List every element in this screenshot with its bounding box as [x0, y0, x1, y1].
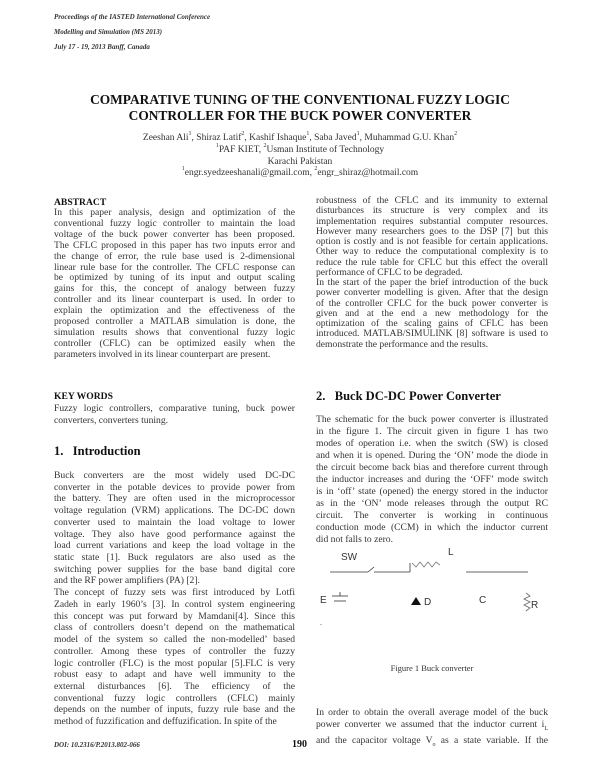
author-sup: 1 — [188, 131, 192, 137]
text-line: Other way to reduce the computational complexity is to — [316, 247, 548, 258]
text-line: converter in the potable devices to provide power from — [54, 481, 295, 493]
text-line: performance of CFLC to be degraded. — [316, 267, 463, 278]
buck-converter-figure — [316, 545, 548, 635]
text-line — [316, 719, 548, 735]
label-sw: SW — [341, 552, 358, 563]
text-line: modes of operation i.e. when the switch (SW) is closed — [316, 438, 548, 449]
text-line: power converter modelling is given. After that the design — [316, 288, 548, 299]
text-line: In the start of the paper the brief introduction of the buck — [316, 278, 548, 288]
text-line: implementation requires substantial computer resources. — [316, 216, 548, 227]
text-line: model of the system so called the non-modelled’ based — [54, 634, 295, 646]
text-line: demonstrate the performance and the results. — [316, 339, 489, 350]
affil: Usman Institute of Technology — [266, 145, 385, 155]
resistor-icon — [524, 593, 530, 611]
text-line: conduction mode (CCM) in which the inductor current — [316, 522, 548, 533]
text-line: controller and its linear counterpart is used. In order to — [54, 295, 295, 306]
text-line: The CFLC proposed in this paper has two inputs error and — [54, 240, 295, 251]
text-line: option is costly and is not feasible for certain applications. — [316, 237, 548, 247]
text-line: simulation results shows that conventional fuzzy logic — [54, 327, 295, 338]
text-line: parameters involved in its linear counterpart are present. — [54, 349, 271, 360]
text-span: power converter we assumed that the inductor current i — [316, 719, 545, 730]
label-c: C — [479, 595, 487, 606]
text-line: controller. Among these types of controller the fuzzy — [54, 645, 295, 657]
text-line: linear rule base for the controller. The CFLC response can — [54, 262, 295, 273]
text-line: class of controllers doesn’t depend on the mathematical — [54, 622, 295, 634]
text-line: The concept of fuzzy sets was first introduced by Lotfi — [54, 587, 295, 599]
text-line: logic controller (FLC) is the most popular [5].FLC is very — [54, 657, 295, 669]
label-e: E — [320, 595, 327, 606]
text-line: converter used to maintain the load voltage to lower — [54, 516, 295, 528]
text-line: of the controller CFLC for the buck power converter is — [316, 298, 548, 309]
text-line: as in the ‘ON’ mode releases through the output RC — [316, 498, 548, 509]
header-line: July 17 - 19, 2013 Banff, Canada — [54, 43, 150, 51]
circuit-diagram — [316, 545, 548, 635]
text-line: did not falls to zero. — [316, 534, 393, 545]
author-sup: 2 — [454, 131, 458, 137]
email-sup: 2 — [314, 166, 318, 172]
text-line: proposed controller a MATLAB simulation is done, the — [54, 317, 295, 328]
text-line: voltage. They also have good performance against the — [54, 528, 295, 540]
text-line: and the RF power amplifiers (PA) [2]. — [54, 575, 200, 587]
text-line: gains for this, the concept of analogy between fuzzy — [54, 284, 295, 295]
author: , Kashif Ishaque — [244, 133, 307, 143]
text-line: controller (CFLC) can be optimized easily when the — [54, 338, 295, 349]
model-paragraph — [316, 707, 548, 751]
text-line: The schematic for the buck power converter is illustrated — [316, 414, 548, 425]
text-line: Buck converters are the most widely used DC-DC — [54, 470, 295, 481]
label-d: D — [424, 597, 432, 608]
text-line: and when it is opened. During the ‘ON’ mode the diode in — [316, 450, 548, 461]
author-sup: 2 — [241, 131, 245, 137]
email-sup: 1 — [181, 166, 185, 172]
author: , Saba Javed — [309, 133, 357, 143]
text-line: Fuzzy logic controllers, comparative tuning, buck power — [54, 403, 295, 414]
email: engr.syedzeeshanali@gmail.com, — [184, 168, 315, 178]
introduction-body — [54, 470, 295, 728]
header-line: Proceedings of the IASTED International Conference — [54, 13, 211, 21]
email: engr_shiraz@hotmail.com — [317, 168, 419, 178]
header-line: Modelling and Simulation (MS 2013) — [54, 28, 163, 36]
text-line: static state [1]. Buck regulators are also used as the — [54, 552, 295, 564]
diode-icon — [411, 597, 421, 605]
emails — [0, 168, 600, 178]
paper-title-line: CONTROLLER FOR THE BUCK POWER CONVERTER — [128, 108, 472, 123]
text-line: is in ‘off’ state (opened) the energy stored in the inductor — [316, 486, 548, 497]
author: Zeeshan Ali — [142, 133, 189, 143]
keywords-body — [54, 403, 295, 426]
affil-sup: 2 — [263, 143, 267, 149]
text-line — [316, 735, 548, 751]
section2-body — [316, 414, 548, 546]
text-line: this concept was put forward by Mamdani[4]. Since this — [54, 610, 295, 622]
text-line: switching power supplies for the base band digital core — [54, 563, 295, 575]
text-line: voltage regulation (VRM) applications. The DC-DC down — [54, 505, 295, 517]
subscript: L — [544, 725, 548, 732]
author: , Shiraz Latif — [191, 133, 242, 143]
text-line: the inductor increases and during the ‘OFF’ mode switch — [316, 474, 548, 485]
inductor-icon — [412, 562, 440, 567]
text-line: robustness of the CFLC and its immunity to external — [316, 196, 548, 206]
text-line: depends on the number of inputs, fuzzy rule base and the — [54, 704, 295, 716]
text-line: robust easy to adapt and have well immunity to the — [54, 669, 295, 681]
affil-sup: 1 — [215, 143, 219, 149]
intro-continued-body — [316, 196, 548, 350]
affiliation — [0, 145, 600, 155]
label-l: L — [448, 547, 454, 558]
abstract-body — [54, 208, 295, 361]
page-number: 190 — [292, 739, 307, 750]
authors — [0, 133, 600, 143]
text-line: In this paper analysis, design and optimization of the — [54, 208, 295, 218]
text-line: the circuit become back bias and therefore current through — [316, 462, 548, 473]
text-line: introduced. MATLAB/SIMULINK [8] software is used to — [316, 329, 548, 340]
text-line: the battery. They are often used in the microprocessor — [54, 493, 295, 505]
text-line: However many researchers goes to the DSP [7] but this — [316, 226, 548, 237]
author: , Muhammad G.U. Khan — [359, 133, 455, 143]
text-line: voltage of the buck power converter has been proposed. — [54, 229, 295, 240]
text-line: conventional fuzzy logic controller to maintain the load — [54, 218, 295, 229]
abstract-heading: ABSTRACT — [54, 197, 107, 208]
figure-caption: Figure 1 Buck converter — [390, 663, 474, 673]
section-heading-buck-converter: 2. Buck DC-DC Power Converter — [316, 389, 501, 403]
text-line: explain the optimization and the effectiveness of the — [54, 306, 295, 317]
section-heading-introduction: 1. Introduction — [54, 444, 141, 458]
stray-dot: . — [320, 618, 322, 627]
text-line: disturbances its structure is very complex and its — [316, 206, 548, 217]
label-r: R — [531, 600, 539, 611]
text-line: external disturbances [6]. The efficiency of the — [54, 680, 295, 692]
switch-blade — [368, 567, 374, 572]
keywords-heading: KEY WORDS — [54, 391, 113, 402]
text-line: reduce the rule table for CFLC but this effect the overall — [316, 257, 548, 268]
text-line: method of fuzzification and deffuzification. In spite of the — [54, 716, 277, 728]
text-line: be optimized by tuning of its input and output scaling — [54, 273, 295, 284]
text-line: optimization of the scaling gains of CFLC has been — [316, 319, 548, 329]
text-line: circuit. The converter is working in continuous — [316, 510, 548, 521]
text-line: converters, converters tuning. — [54, 414, 169, 426]
text-line: load current variations and keep the load voltage in the — [54, 540, 295, 552]
paper-title-line: COMPARATIVE TUNING OF THE CONVENTIONAL FUZZY LOGIC — [90, 92, 510, 107]
text-line: conventional fuzzy logic controllers (CFLC) mainly — [54, 692, 295, 704]
subscript: o — [432, 741, 436, 748]
text-line: the change of error, the rule base used is 2-dimensional — [54, 251, 295, 262]
author-sup: 1 — [306, 131, 310, 137]
city: Karachi Pakistan — [267, 157, 333, 167]
text-span: as a state variable. If the — [435, 734, 548, 746]
text-span: and the capacitor voltage V — [316, 734, 433, 746]
author-sup: 1 — [356, 131, 360, 137]
text-line: in the figure 1. The circuit given in figure 1 has two — [316, 426, 548, 437]
text-line: given and at the end a new methodology for the — [316, 308, 548, 319]
text-line: In order to obtain the overall average model of the buck — [316, 707, 548, 718]
doi: DOI: 10.2316/P.2013.802-066 — [54, 741, 140, 749]
affil: PAF KIET, — [218, 145, 264, 155]
text-line: Zadeh in early 1960’s [3]. In control system engineering — [54, 598, 295, 610]
